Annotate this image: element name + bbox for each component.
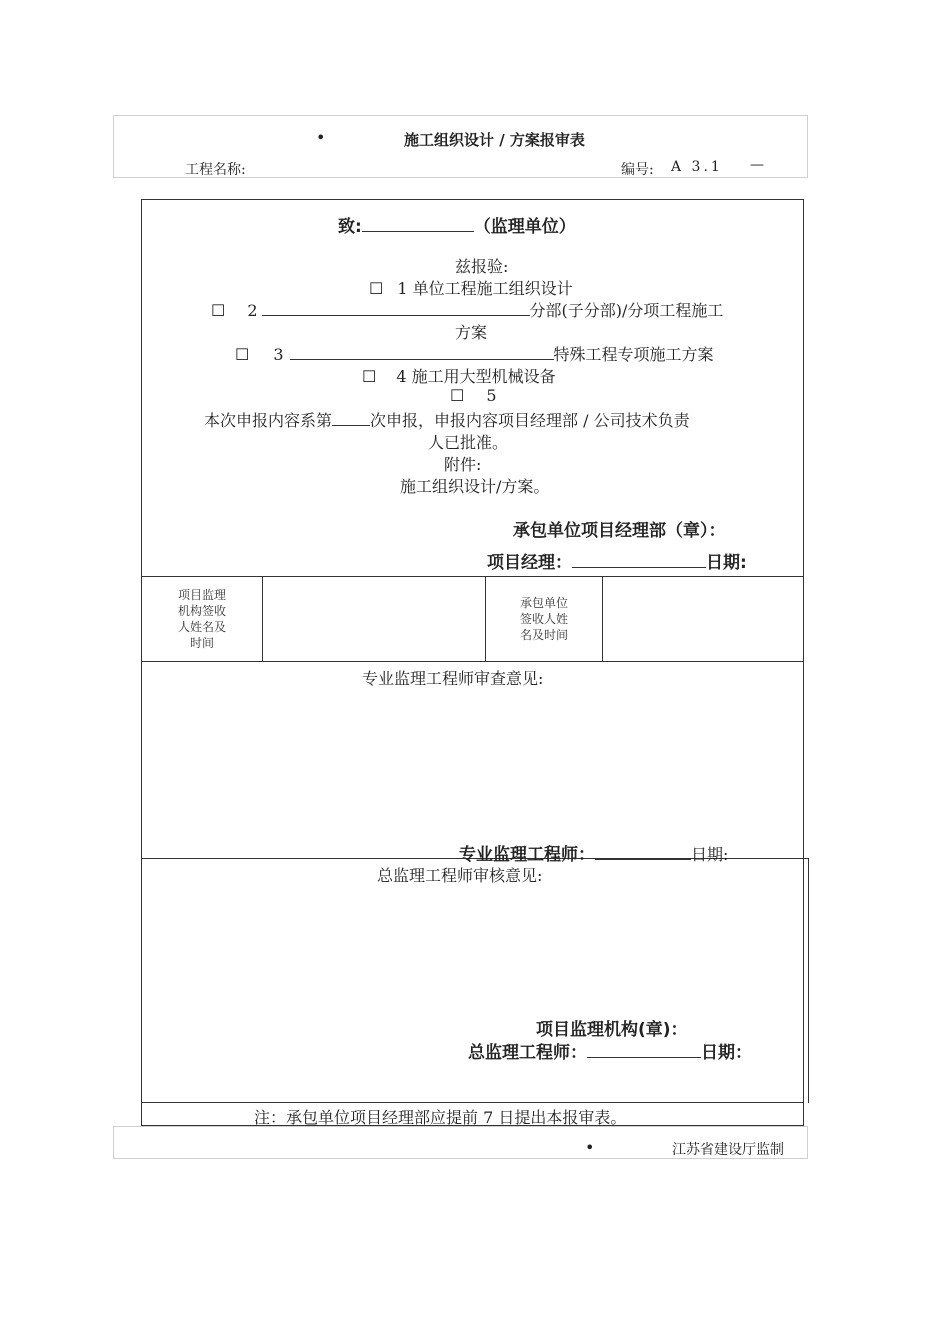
item2-row bbox=[211, 298, 723, 321]
declaration-line bbox=[204, 408, 690, 431]
pm-label: 项目经理： bbox=[487, 553, 572, 573]
number-dash: — bbox=[750, 157, 764, 173]
item4-text: 4 施工用大型机械设备 bbox=[396, 367, 556, 386]
pm-sign-line bbox=[487, 548, 747, 573]
footer-bullet: • bbox=[585, 1138, 595, 1157]
supervision-receipt-label: 项目监理 机构签收 人姓名及 时间 bbox=[177, 588, 226, 650]
item3-number: 3 bbox=[273, 345, 284, 364]
item1-row bbox=[369, 276, 573, 299]
specialist-signature-blank[interactable] bbox=[595, 845, 691, 860]
item3-blank[interactable] bbox=[290, 347, 554, 360]
item2-text: 分部(子分部)/分项工程施工 bbox=[529, 301, 724, 320]
item1-checkbox[interactable]: ☐ bbox=[369, 279, 384, 298]
number-label: 编号: bbox=[621, 162, 654, 178]
chief-sign-line bbox=[468, 1038, 752, 1063]
item2-text-cont: 方案 bbox=[455, 323, 488, 342]
item3-row bbox=[235, 342, 714, 365]
specialist-sign-label: 专业监理工程师： bbox=[459, 845, 595, 865]
row-divider-note-top bbox=[141, 1102, 803, 1103]
item3-checkbox[interactable]: ☐ bbox=[235, 345, 250, 364]
item5-checkbox[interactable]: ☐ bbox=[450, 386, 465, 405]
to-label: 致: bbox=[338, 217, 362, 237]
chief-opinion-label: 总监理工程师审核意见: bbox=[377, 866, 543, 885]
project-name-label: 工程名称: bbox=[185, 162, 246, 178]
pm-signature-blank[interactable] bbox=[572, 553, 706, 568]
item1-text: 1 单位工程施工组织设计 bbox=[397, 279, 573, 298]
supervision-receipt-field[interactable] bbox=[263, 577, 485, 661]
submission-count-blank[interactable] bbox=[332, 413, 370, 426]
specialist-date-label: 日期: bbox=[691, 845, 729, 864]
specialist-opinion-field[interactable] bbox=[150, 690, 790, 820]
issuer-text: 江苏省建设厅监制 bbox=[672, 1142, 784, 1158]
intro-text: 兹报验: bbox=[455, 257, 509, 276]
to-blank[interactable] bbox=[362, 217, 474, 232]
contractor-receipt-field[interactable] bbox=[603, 577, 802, 661]
declaration-part-a: 本次申报内容系第 bbox=[204, 411, 333, 430]
specialist-opinion-label: 专业监理工程师审查意见: bbox=[362, 669, 544, 688]
chief-signature-blank[interactable] bbox=[587, 1043, 701, 1058]
item3-text: 特殊工程专项施工方案 bbox=[553, 345, 714, 364]
to-line bbox=[338, 212, 576, 237]
note-text: 注：承包单位项目经理部应提前 7 日提出本报审表。 bbox=[254, 1108, 627, 1127]
item2-number: 2 bbox=[247, 301, 258, 320]
pm-date-label: 日期: bbox=[706, 553, 747, 573]
chief-date-label: 日期： bbox=[701, 1043, 752, 1063]
form-title: 施工组织设计 / 方案报审表 bbox=[404, 131, 585, 149]
contractor-dept-seal: 承包单位项目经理部（章）： bbox=[513, 521, 726, 541]
number-value: A 3.1 bbox=[671, 159, 723, 175]
item2-checkbox[interactable]: ☐ bbox=[211, 301, 226, 320]
item2-blank[interactable] bbox=[262, 303, 530, 316]
chief-section-right-border bbox=[808, 858, 809, 1103]
item5-row bbox=[450, 386, 497, 405]
item4-row bbox=[362, 364, 556, 387]
specialist-sign-line bbox=[459, 840, 728, 865]
attachment-text: 施工组织设计/方案。 bbox=[400, 477, 550, 496]
chief-opinion-field[interactable] bbox=[150, 888, 790, 1008]
supervision-org-seal: 项目监理机构(章)： bbox=[536, 1020, 688, 1040]
to-suffix: （监理单位） bbox=[473, 217, 576, 237]
header-bullet: • bbox=[316, 128, 326, 147]
attachment-label: 附件: bbox=[444, 455, 482, 474]
declaration-part-c: 人已批准。 bbox=[428, 433, 509, 452]
contractor-receipt-label: 承包单位 签收人姓 名及时间 bbox=[519, 596, 568, 642]
declaration-part-b: 次申报，申报内容项目经理部 / 公司技术负责 bbox=[370, 411, 690, 430]
item5-text: 5 bbox=[486, 386, 497, 405]
chief-sign-label: 总监理工程师： bbox=[468, 1043, 587, 1063]
row-divider-receipt-bottom bbox=[141, 661, 803, 662]
item4-checkbox[interactable]: ☐ bbox=[362, 367, 377, 386]
